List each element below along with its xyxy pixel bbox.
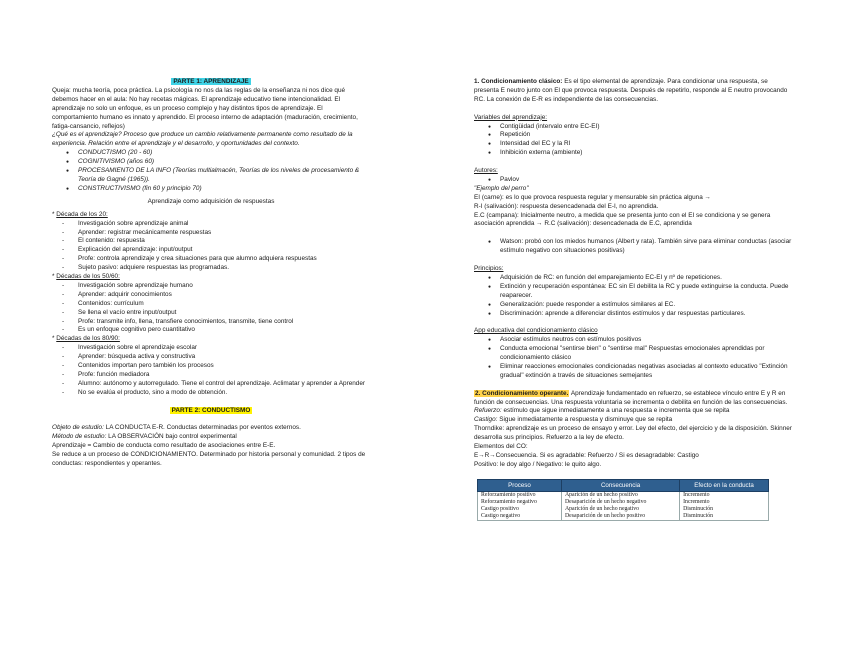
right-page [474,78,794,521]
list-item: - Contenidos importan pero también los procesos [52,362,370,371]
table-row [478,491,769,499]
list-item: - Sujeto pasivo: adquiere respuestas las programadas. [52,264,370,273]
authors-heading: Autores: [474,167,498,175]
list-item: ● Repetición [474,131,794,140]
learning-line: Aprendizaje = Cambio de conducta como resultado de asociaciones entre E-E. [52,442,276,450]
list-item: - Aprender: adquirir conocimientos [52,291,370,300]
table-cell: Disminución [680,513,769,521]
list-item: - Es un enfoque cognitivo pero cuantitativo [52,326,370,335]
list-item: - Investigación sobre aprendizaje animal [52,220,370,229]
left-page [52,78,370,469]
decade-heading: * Década de los 20: [52,210,108,218]
principles-list [474,274,794,319]
list-item: ● Asociar estímulos neutros con estímulos positivos [474,336,794,345]
list-item: ● Generalización: puede responder a estímulos similares al EC. [474,301,794,310]
principles-heading: Principios: [474,264,504,272]
part2-heading [52,407,370,416]
list-item: - Profe: función mediadora [52,371,370,380]
list-item: - Aprender: registrar mecánicamente respuestas [52,229,370,238]
paradigm-item: ● PROCESAMIENTO DE LA INFO (Teorías multialmacén, Teorías de los niveles de procesamiento & Teoría de Gagné (1965)). [52,167,370,185]
part1-heading [52,78,370,87]
paradigm-item: ● CONSTRUCTIVISMO (fin 60 y principio 70) [52,185,370,194]
ei-line: EI (carne): es lo que provoca respuesta regular y mensurable sin práctica alguna → [474,193,711,201]
subtitle: Aprendizaje como adquisición de respuestas [147,197,275,205]
app-list [474,336,794,381]
cc-paragraph: 1. Condicionamiento clásico: Es el tipo elemental de aprendizaje. Para condicionar una respuesta, se presenta E neutro junto con El que provoca respuesta. Después de repetirlo, responde al E neutro provocando RC. La conexión de E-R es independiente de las consecuencias. [474,78,788,103]
list-item: ● Extinción y recuperación espontánea: EC sin EI debilita la RC y puede extinguirse la conducta. Puede reaparecer. [474,283,794,301]
table-cell: Reforzamiento negativo [478,499,562,506]
refuerzo-line: Refuerzo: estímulo que sigue inmediatamente a una respuesta e incrementa que se repita [474,407,730,415]
polarity-line: Positivo: le doy algo / Negativo: le quito algo. [474,460,602,468]
watson-list [474,238,794,256]
object-line: Objeto de estudio: LA CONDUCTA E-R. Conductas determinadas por eventos externos. [52,424,301,432]
table-header-row [478,479,769,491]
list-item: ● Contigüidad (intervalo entre EC-EI) [474,123,794,132]
co-paragraph: 2. Condicionamiento operante. Aprendizaje fundamentado en refuerzo, se establece vínculo entre E y R en función de consecuencias. Una respuesta voluntaria se incrementa o debilita en función de las consecuencias. [474,389,788,406]
decade-heading: * Décadas de los 50/60: [52,273,120,281]
list-item: ● Pavlov [474,176,794,185]
list-item: ● Inhibición externa (ambiente) [474,149,794,158]
variables-list [474,123,794,159]
list-item: - Explicación del aprendizaje: input/output [52,246,370,255]
reduce-line: Se reduce a un proceso de CONDICIONAMIENTO. Determinado por historia personal y comunidad. 2 tipos de conductas: respondientes y operantes. [52,451,366,468]
list-item: - Contenidos: currículum [52,300,370,309]
list-item: - Se llena el vacío entre input/output [52,309,370,318]
co-title: 2. Condicionamiento operante. [475,389,569,397]
table-row [478,506,769,513]
part2-title: PARTE 2: CONDUCTISMO [171,406,251,414]
table-cell: Castigo negativo [478,513,562,521]
table-cell: Desaparición de un hecho positivo [561,513,679,521]
list-item: - Investigación sobre aprendizaje humano [52,282,370,291]
list-item: - Alumno: autónomo y autorregulado. Tiene el control del aprendizaje. Aclimatar y aprender a Aprender [52,380,370,389]
table-row [478,513,769,521]
authors-list [474,176,794,185]
example-label: "Ejemplo del perro" [474,184,529,192]
ri-line: R-I (salivación): respuesta desencadenada del E-I, no aprendida. [474,202,659,210]
table-cell: Desaparición de un hecho negativo [561,499,679,506]
list-item: ● Eliminar reacciones emocionales condicionadas negativas asociadas al contexto educativo "Extinción gradual" extinción a través de situaciones semejantes [474,363,794,381]
decade-list [52,344,370,397]
app-heading: App educativa del condicionamiento clásico [474,327,598,335]
list-item: - Investigación sobre el aprendizaje escolar [52,344,370,353]
ec-line: E.C (campana): Inicialmente neutro, a medida que se presenta junto con el EI se condiciona y se genera asociación aprendida → R.C (salivación): desencadenada de E.C, aprendida [474,211,771,228]
thorndike-line: Thorndike: aprendizaje es un proceso de ensayo y error. Ley del efecto, del ejercicio y de la disposición. Skinner desarrolla sus principios. Refuerzo a la ley de efecto. [474,425,792,442]
table-cell: Aparición de un hecho positivo [561,491,679,499]
list-item: - Aprender: búsqueda activa y constructiva [52,353,370,362]
list-item: - Profe: controla aprendizaje y crea situaciones para que alumno adquiera respuestas [52,255,370,264]
table-cell: Disminución [680,506,769,513]
list-item: - No se evalúa el producto, sino a modo de obtención. [52,389,370,398]
definition-paragraph: ¿Qué es el aprendizaje? Proceso que produce un cambio relativamente permanente como resultado de la experiencia. Relación entre el aprendizaje y el desarrollo, y oportunidades del contexto. [52,131,353,148]
list-item: ● Discriminación: aprende a diferenciar distintos estímulos y dar respuestas particulares. [474,310,794,319]
list-item: - Profe: transmite info, llena, transfiere conocimientos, transmite, tiene control [52,318,370,327]
table-cell: Reforzamiento positivo [478,491,562,499]
cc-title: 1. Condicionamiento clásico: [474,78,563,85]
paradigm-item: ● COGNITIVISMO (años 60) [52,158,370,167]
table-cell: Aparición de un hecho negativo [561,506,679,513]
consequences-table [477,479,769,521]
chain-line: E→R→Consecuencia. Si es agradable: Refuerzo / Si es desagradable: Castigo [474,451,699,459]
decade-list [52,220,370,273]
decade-heading: * Décadas de los 80/90: [52,335,120,343]
column-header: Proceso [478,479,562,491]
list-item: ● Watson: probó con los miedos humanos (Albert y rata). También sirve para eliminar conductas (asociar estímulo negativo con situaciones positivas) [474,238,794,256]
list-item: ● Adquisición de RC: en función del emparejamiento EC-EI y nº de repeticiones. [474,274,794,283]
table-cell: Incremento [680,491,769,499]
table-row [478,499,769,506]
column-header: Efecto en la conducta [680,479,769,491]
table-cell: Incremento [680,499,769,506]
elements-line: Elementos del CO: [474,443,528,451]
castigo-line: Castigo: Sigue inmediatamente a respuesta y disminuye que se repita [474,416,673,424]
list-item: - El contenido: respuesta [52,237,370,246]
method-line: Método de estudio: LA OBSERVACIÓN bajo control experimental [52,433,237,441]
decade-list [52,282,370,335]
part1-title: PARTE 1: APRENDIZAJE [173,78,249,85]
paradigm-list [52,149,370,194]
list-item: ● Conducta emocional "sentirse bien" o "sentirse mal" Respuestas emocionales aprendidas por condicionamiento clásico [474,345,794,363]
list-item: ● Intensidad del EC y la RI [474,140,794,149]
variables-heading: Variables del aprendizaje: [474,113,548,121]
table-cell: Castigo positivo [478,506,562,513]
paradigm-item: ● CONDUCTISMO (20 - 60) [52,149,370,158]
column-header: Consecuencia [561,479,679,491]
intro-paragraph: Queja: mucha teoría, poca práctica. La psicología no nos da las reglas de la enseñanza ni nos dice qué debemos hacer en el aula: No hay recetas mágicas. El aprendizaje educativo tiene intencionalidad. El aprendizaje no solo un enfoque, es un proceso complejo y hay distintos tipos de aprendizaje. El comportamiento humano es innato y aprendido. El proceso interno de adaptación (maduración, crecimiento, fatiga-cansancio, reflejos) [52,86,358,130]
